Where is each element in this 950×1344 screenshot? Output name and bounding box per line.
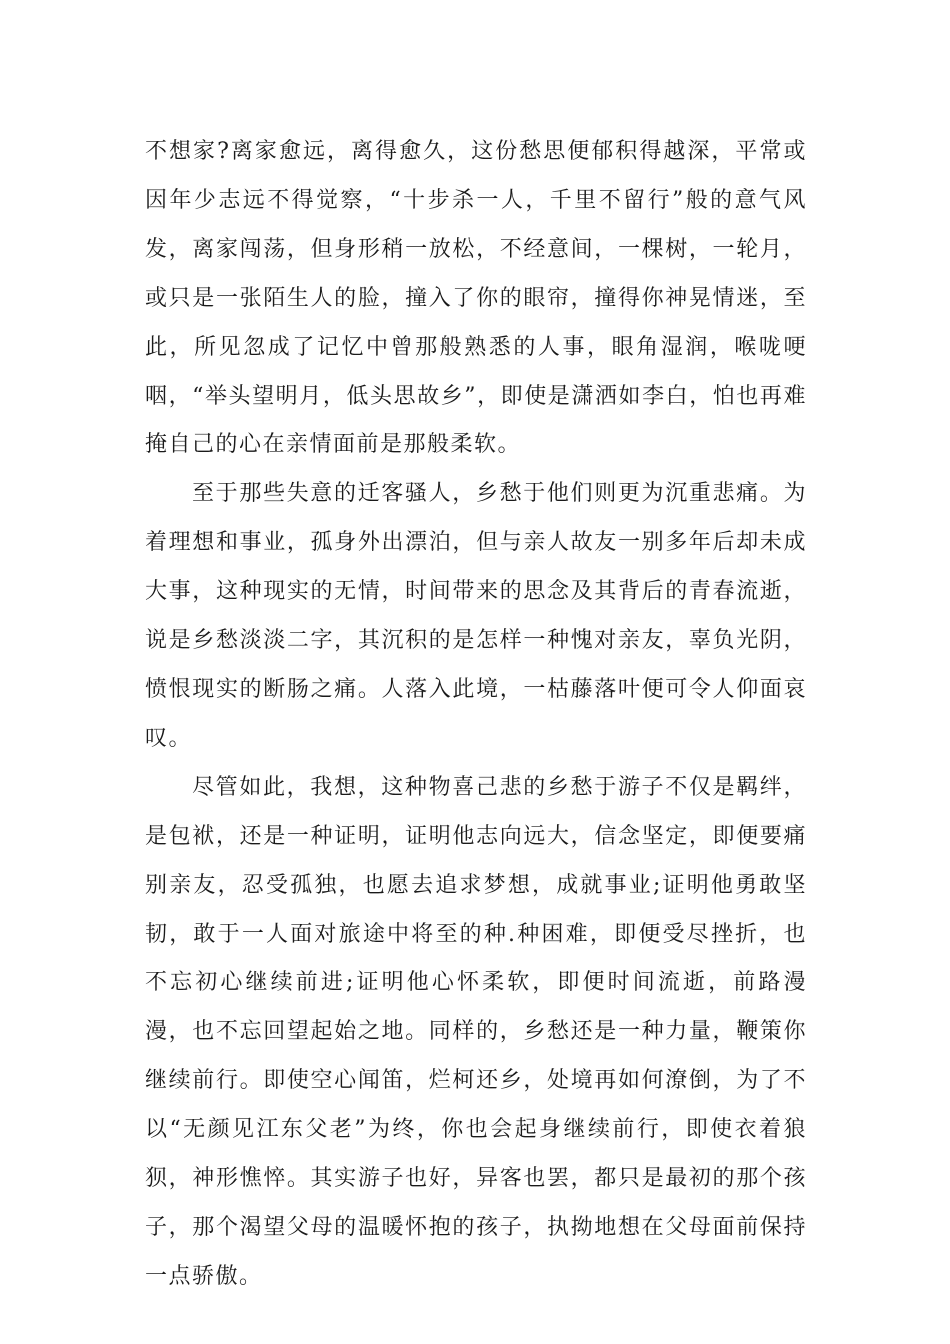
paragraph-1: 不想家?离家愈远，离得愈久，这份愁思便郁积得越深，平常或因年少志远不得觉察，“十步杀一人，千里不留行”般的意气风发，离家闯荡，但身形稍一放松，不经意间，一棵树，一轮月，或只是一张陌生人的脸，撞入了你的眼帘，撞得你神晃情迷，至此，所见忽成了记忆中曾那般熟悉的人事，眼角湿润，喉咙哽咽，“举头望明月，低头思故乡”，即使是潇洒如李白，怕也再难掩自己的心在亲情面前是那般柔软。	[145, 139, 807, 458]
paragraph-3: 尽管如此，我想，这种物喜己悲的乡愁于游子不仅是羁绊，是包袱，还是一种证明，证明他志向远大，信念坚定，即便要痛别亲友，忍受孤独，也愿去追求梦想，成就事业;证明他勇敢坚韧，敢于一人面对旅途中将至的种.种困难，即便受尽挫折，也不忘初心继续前进;证明他心怀柔软，即便时间流逝，前路漫漫，也不忘回望起始之地。同样的，乡愁还是一种力量，鞭策你继续前行。即使空心闻笛，烂柯还乡，处境再如何潦倒，为了不以“无颜见江东父老”为终，你也会起身继续前行，即使衣着狼狈，神形憔悴。其实游子也好，异客也罢，都只是最初的那个孩子，那个渴望父母的温暖怀抱的孩子，执拗地想在父母面前保持一点骄傲。	[145, 774, 807, 1289]
paragraph-2: 至于那些失意的迁客骚人，乡愁于他们则更为沉重悲痛。为着理想和事业，孤身外出漂泊，但与亲人故友一别多年后却未成大事，这种现实的无情，时间带来的思念及其背后的青春流逝，说是乡愁淡淡二字，其沉积的是怎样一种愧对亲友，辜负光阴，愤恨现实的断肠之痛。人落入此境，一枯藤落叶便可令人仰面哀叹。	[145, 481, 807, 751]
document-page	[145, 128, 807, 1302]
